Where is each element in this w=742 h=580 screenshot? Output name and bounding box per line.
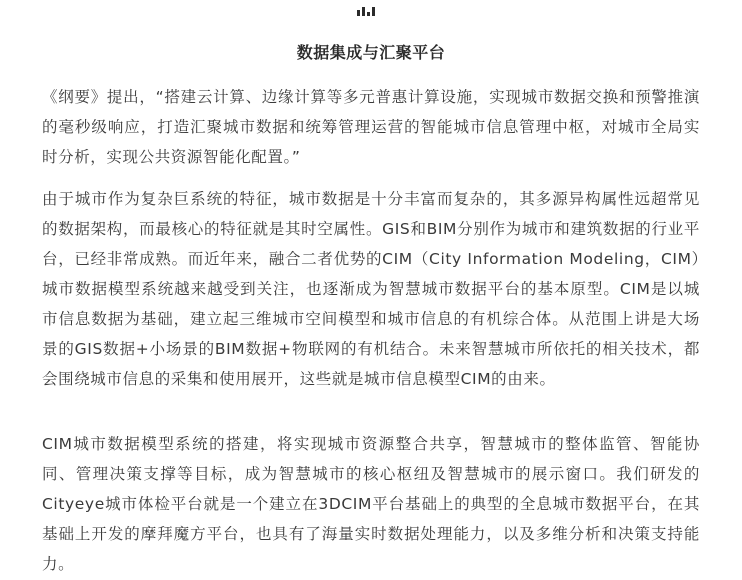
article-title: 数据集成与汇聚平台 <box>296 43 446 62</box>
paragraph-cim-platform: CIM城市数据模型系统的搭建，将实现城市资源整合共享，智慧城市的整体监管、智能协同、管理决策支撑等目标，成为智慧城市的核心枢纽及智慧城市的展示窗口。我们研发的Cityeye城市体检平台就是一个建立在3DCIM平台基础上的典型的全息城市数据平台，在其基础上开发的摩拜魔方平台，也具有了海量实时数据处理能力，以及多维分析和决策支持能力。 <box>42 435 700 573</box>
paragraph-outline-quote: 《纲要》提出，“搭建云计算、边缘计算等多元普惠计算设施，实现城市数据交换和预警推演的毫秒级响应，打造汇聚城市数据和统筹管理运营的智能城市信息管理中枢，对城市全局实时分析，实现公共资源智能化配置。” <box>42 88 700 166</box>
paragraph-cim-background: 由于城市作为复杂巨系统的特征，城市数据是十分丰富而复杂的，其多源异构属性远超常见的数据架构，而最核心的特征就是其时空属性。GIS和BIM分别作为城市和建筑数据的行业平台，已经非常成熟。而近年来，融合二者优势的CIM（City Information Modeling，CIM）城市数据模型系统越来越受到关注，也逐渐成为智慧城市数据平台的基本原型。CIM是以城市信息数据为基础，建立起三维城市空间模型和城市信息的有机综合体。从范围上讲是大场景的GIS数据+小场景的BIM数据+物联网的有机结合。未来智慧城市所依托的相关技术，都会围绕城市信息的采集和使用展开，这些就是城市信息模型CIM的由来。 <box>42 190 700 388</box>
signal-bars-icon <box>357 7 377 16</box>
